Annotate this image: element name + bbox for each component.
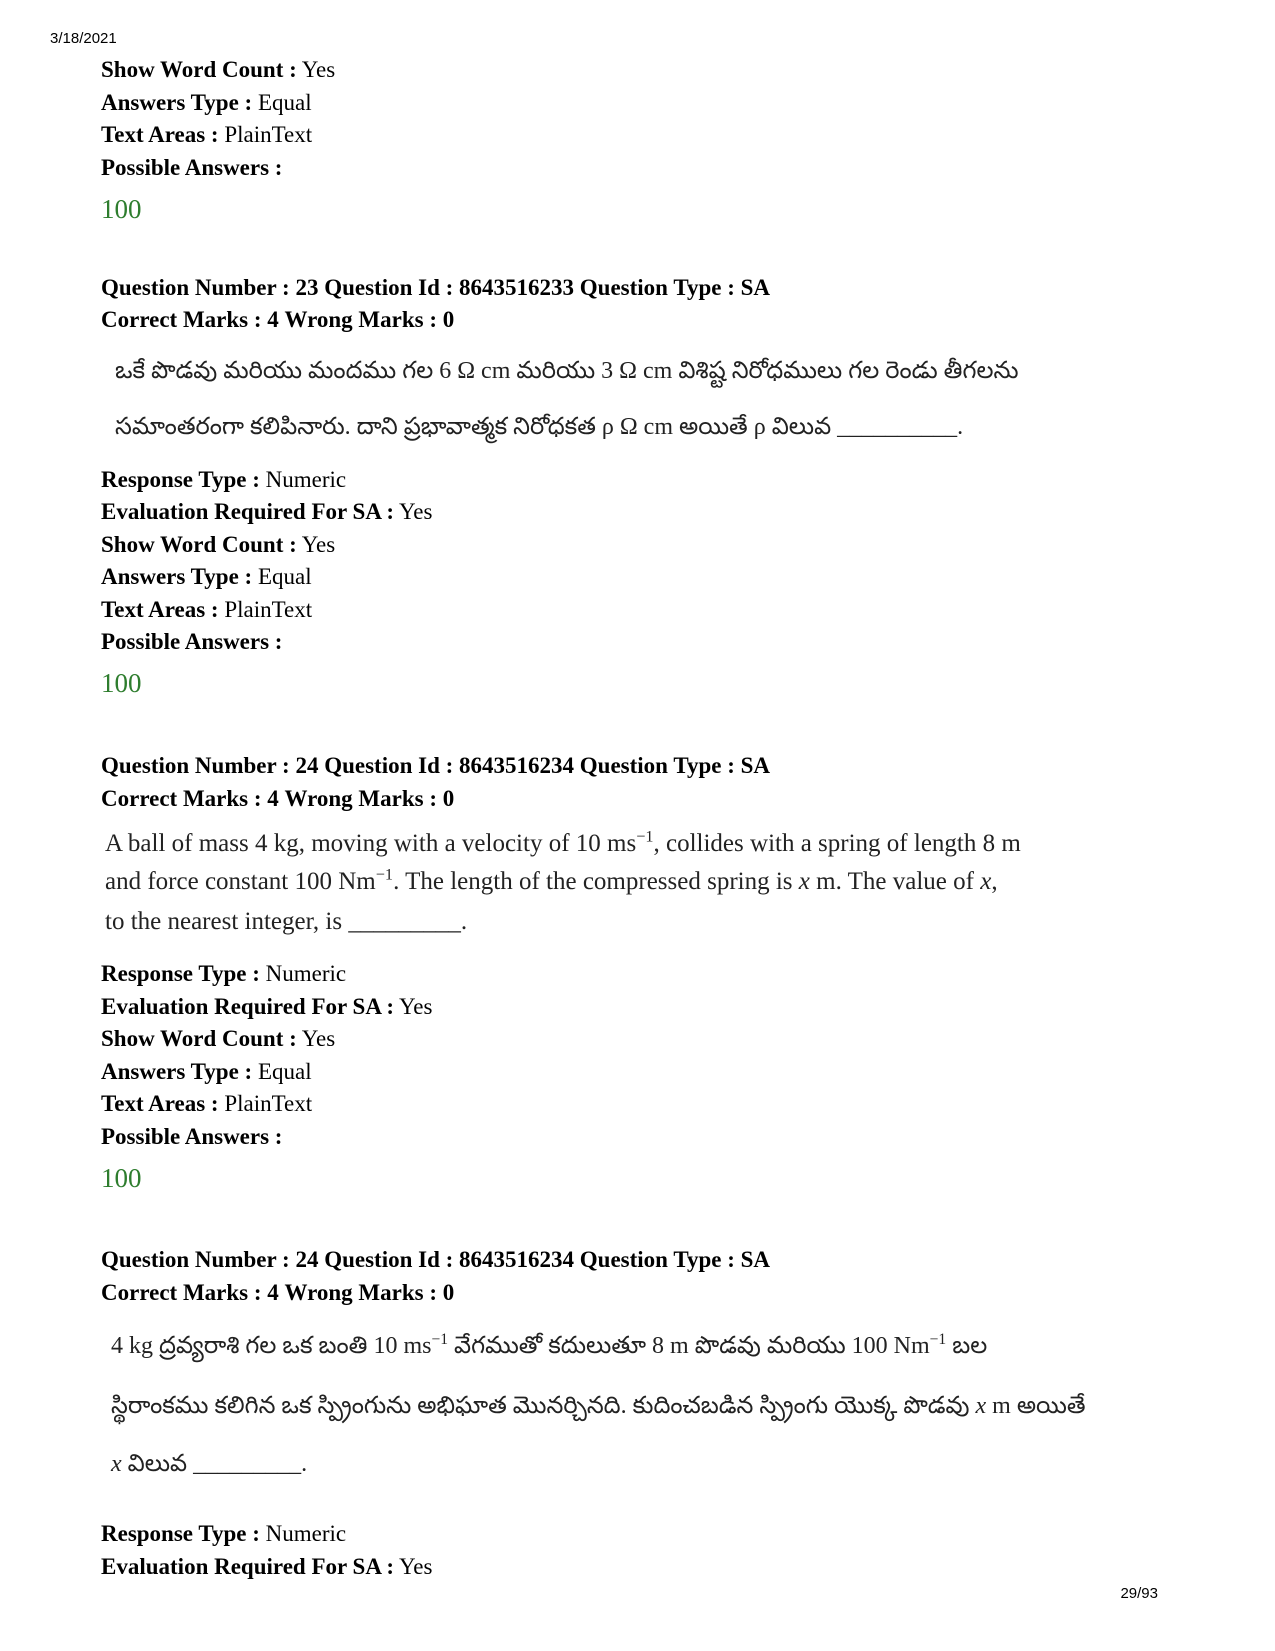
show-word-count-value: Yes bbox=[301, 1026, 336, 1051]
question-text-line: x విలువ _________. bbox=[111, 1451, 308, 1477]
show-word-count-row bbox=[101, 531, 335, 559]
question-text-line: స్థిరాంకము కలిగిన ఒక స్ప్రింగును అభిఘాత మొనర్చినది. కుదించబడిన స్ప్రింగు యొక్క పొడవు x m అయితే bbox=[111, 1393, 1086, 1419]
question-text-line: సమాంతరంగా కలిపినారు. దాని ప్రభావాత్మక నిరోధకత ρ Ω cm అయితే ρ విలువ __________. bbox=[115, 414, 964, 440]
answers-type-label: Answers Type : bbox=[101, 1059, 253, 1084]
text-areas-value: PlainText bbox=[224, 122, 313, 147]
text-areas-row bbox=[101, 596, 312, 624]
question-number-value: 23 bbox=[295, 275, 319, 300]
question-id-value: 8643516234 bbox=[459, 1247, 575, 1272]
possible-answer-value: 100 bbox=[101, 668, 142, 698]
text-areas-row bbox=[101, 121, 312, 149]
marks-row bbox=[101, 1279, 454, 1307]
possible-answers-row bbox=[101, 154, 282, 182]
wrong-marks-value: 0 bbox=[442, 1280, 455, 1305]
correct-marks-label: Correct Marks : bbox=[101, 786, 262, 811]
response-type-value: Numeric bbox=[265, 467, 347, 492]
question-header bbox=[101, 752, 770, 780]
question-id-label: Question Id : bbox=[324, 753, 454, 778]
question-text-line: to the nearest integer, is _________. bbox=[105, 908, 468, 935]
evaluation-required-label: Evaluation Required For SA : bbox=[101, 1554, 395, 1579]
possible-answers-label: Possible Answers : bbox=[101, 1124, 283, 1149]
question-id-value: 8643516233 bbox=[459, 275, 575, 300]
text-areas-label: Text Areas : bbox=[101, 597, 219, 622]
text-areas-row bbox=[101, 1090, 312, 1118]
page-date: 3/18/2021 bbox=[50, 30, 117, 47]
question-type-value: SA bbox=[740, 275, 771, 300]
possible-answers-row bbox=[101, 1123, 282, 1151]
question-text-line: A ball of mass 4 kg, moving with a velocity of 10 $ms^{-1}$, collides with a spring of length 8 m bbox=[105, 827, 1021, 857]
response-type-label: Response Type : bbox=[101, 961, 260, 986]
question-number-label: Question Number : bbox=[101, 275, 290, 300]
question-text bbox=[101, 345, 1201, 455]
evaluation-required-value: Yes bbox=[399, 1554, 433, 1579]
response-type-value: Numeric bbox=[265, 961, 347, 986]
question-text bbox=[101, 1318, 1201, 1498]
evaluation-required-value: Yes bbox=[399, 994, 433, 1019]
question-number-label: Question Number : bbox=[101, 1247, 290, 1272]
response-type-row bbox=[101, 1520, 346, 1548]
text-areas-label: Text Areas : bbox=[101, 1091, 219, 1116]
correct-marks-value: 4 bbox=[267, 786, 279, 811]
show-word-count-value: Yes bbox=[301, 57, 336, 82]
response-type-value: Numeric bbox=[265, 1521, 347, 1546]
marks-row bbox=[101, 306, 454, 334]
wrong-marks-label: Wrong Marks : bbox=[284, 1280, 438, 1305]
wrong-marks-value: 0 bbox=[442, 307, 455, 332]
response-type-row bbox=[101, 960, 346, 988]
answers-type-value: Equal bbox=[257, 564, 312, 589]
answers-type-value: Equal bbox=[257, 1059, 312, 1084]
show-word-count-row bbox=[101, 1025, 335, 1053]
wrong-marks-value: 0 bbox=[442, 786, 455, 811]
possible-answers-row bbox=[101, 628, 282, 656]
question-text bbox=[101, 820, 1201, 950]
show-word-count-label: Show Word Count : bbox=[101, 57, 297, 82]
show-word-count-value: Yes bbox=[301, 532, 336, 557]
correct-marks-value: 4 bbox=[267, 1280, 279, 1305]
show-word-count-label: Show Word Count : bbox=[101, 532, 297, 557]
question-type-label: Question Type : bbox=[579, 1247, 735, 1272]
evaluation-required-row bbox=[101, 993, 432, 1021]
wrong-marks-label: Wrong Marks : bbox=[284, 786, 438, 811]
answers-type-label: Answers Type : bbox=[101, 564, 253, 589]
question-id-label: Question Id : bbox=[324, 1247, 454, 1272]
evaluation-required-row bbox=[101, 1553, 432, 1581]
answers-type-row bbox=[101, 563, 312, 591]
show-word-count-label: Show Word Count : bbox=[101, 1026, 297, 1051]
evaluation-required-label: Evaluation Required For SA : bbox=[101, 499, 395, 524]
question-type-value: SA bbox=[740, 753, 771, 778]
question-text-line: 4 kg ద్రవ్యరాశి గల ఒక బంతి 10 $ms^{-1}$ వేగముతో కదులుతూ 8 m పొడవు మరియు 100 $Nm^{-1}$ బల bbox=[111, 1331, 988, 1359]
correct-marks-value: 4 bbox=[267, 307, 279, 332]
question-text-line: ఒకే పొడవు మరియు మందము గల 6 Ω cm మరియు 3 Ω cm విశిష్ట నిరోధములు గల రెండు తీగలను bbox=[115, 358, 1019, 384]
answers-type-label: Answers Type : bbox=[101, 90, 253, 115]
answers-type-value: Equal bbox=[257, 90, 312, 115]
question-number-value: 24 bbox=[295, 753, 319, 778]
evaluation-required-value: Yes bbox=[399, 499, 433, 524]
correct-marks-label: Correct Marks : bbox=[101, 307, 262, 332]
show-word-count-row bbox=[101, 56, 335, 84]
page-number: 29/93 bbox=[1120, 1585, 1158, 1602]
text-areas-label: Text Areas : bbox=[101, 122, 219, 147]
marks-row bbox=[101, 785, 454, 813]
text-areas-value: PlainText bbox=[224, 1091, 313, 1116]
answers-type-row bbox=[101, 89, 312, 117]
question-id-value: 8643516234 bbox=[459, 753, 575, 778]
question-type-label: Question Type : bbox=[579, 275, 735, 300]
answers-type-row bbox=[101, 1058, 312, 1086]
text-areas-value: PlainText bbox=[224, 597, 313, 622]
response-type-row bbox=[101, 466, 346, 494]
response-type-label: Response Type : bbox=[101, 467, 260, 492]
question-type-label: Question Type : bbox=[579, 753, 735, 778]
question-id-label: Question Id : bbox=[324, 275, 454, 300]
question-text-line: and force constant 100 $Nm^{-1}$. The length of the compressed spring is x m. The value of x, bbox=[105, 865, 998, 895]
possible-answer-value: 100 bbox=[101, 1163, 142, 1193]
response-type-label: Response Type : bbox=[101, 1521, 260, 1546]
question-header bbox=[101, 1246, 770, 1274]
possible-answers-label: Possible Answers : bbox=[101, 629, 283, 654]
correct-marks-label: Correct Marks : bbox=[101, 1280, 262, 1305]
possible-answer-value: 100 bbox=[101, 194, 142, 224]
wrong-marks-label: Wrong Marks : bbox=[284, 307, 438, 332]
question-header bbox=[101, 274, 770, 302]
question-type-value: SA bbox=[740, 1247, 771, 1272]
evaluation-required-row bbox=[101, 498, 432, 526]
question-number-label: Question Number : bbox=[101, 753, 290, 778]
evaluation-required-label: Evaluation Required For SA : bbox=[101, 994, 395, 1019]
question-number-value: 24 bbox=[295, 1247, 319, 1272]
possible-answers-label: Possible Answers : bbox=[101, 155, 283, 180]
